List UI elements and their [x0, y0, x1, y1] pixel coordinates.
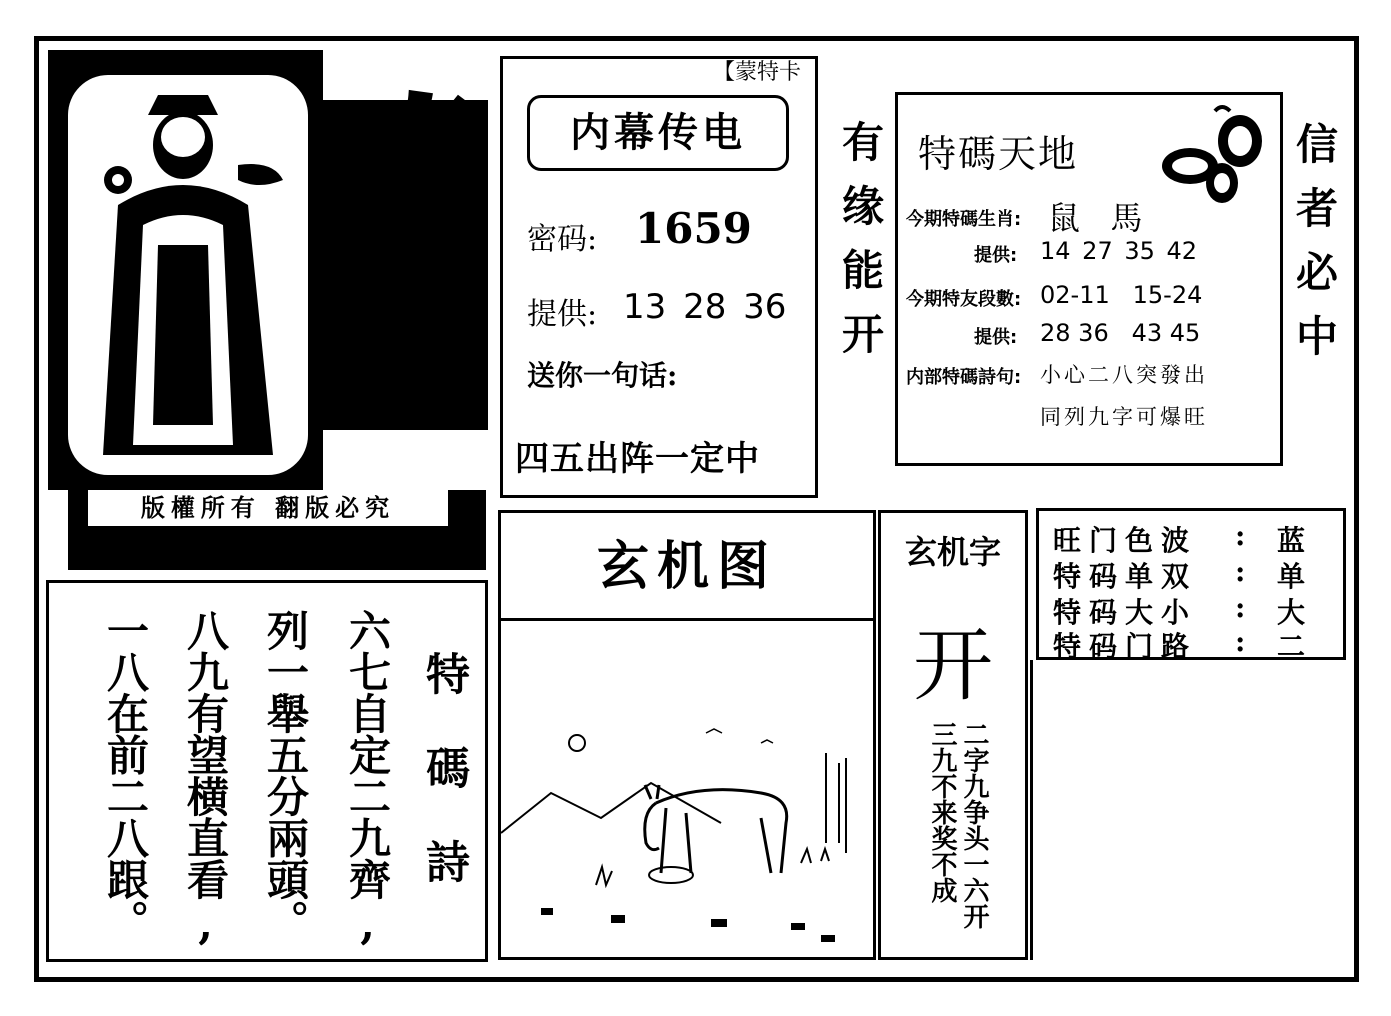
attr-value-2: 大	[1277, 596, 1306, 629]
attr-sep-0: :	[1235, 519, 1246, 552]
card-tag: 【蒙特卡	[713, 60, 802, 85]
deity-figure-illustration	[58, 65, 318, 485]
zodiac-value: 鼠 馬	[1048, 199, 1143, 237]
zodiac-provide-value: 14 27 35 42	[1040, 237, 1198, 265]
saying-label: 送你一句话:	[527, 359, 678, 392]
special-world-box	[895, 92, 1283, 466]
poem-box	[46, 580, 488, 962]
mystery-chart-box	[498, 510, 876, 960]
brand-title: 奇算	[332, 90, 485, 350]
inner-card	[500, 56, 818, 498]
mystery-char-column-2: 三九不来奖不成	[927, 721, 957, 903]
attr-label-0: 旺门色波	[1053, 524, 1198, 557]
card-heading: 内幕传电	[527, 95, 789, 171]
attr-sep-1: :	[1235, 555, 1246, 588]
special-world-title: 特碼天地	[918, 132, 1079, 176]
attributes-box	[1036, 508, 1346, 663]
poem-line-2: 同列九字可爆旺	[1040, 405, 1208, 429]
segment-provide-label: 提供:	[974, 327, 1018, 348]
mystery-char-column-1: 二字九争头一六开	[959, 721, 989, 929]
zodiac-label: 今期特碼生肖:	[906, 209, 1022, 230]
poem-line-1: 六七自定二九齊,	[343, 609, 392, 948]
title-block	[48, 50, 488, 570]
provide-label: 提供:	[527, 297, 598, 332]
poem-line-4: 一八在前二八跟。	[101, 609, 150, 941]
segment-label: 今期特友段數:	[906, 289, 1022, 310]
poem-line-1: 小心二八突發出	[1040, 363, 1208, 387]
vertical-slogan-right: 信者必中	[1290, 122, 1339, 378]
vertical-slogan-left: 有缘能开	[836, 120, 885, 376]
mystery-chart-title: 玄机图	[501, 513, 873, 621]
provide-values: 13 28 36	[623, 287, 787, 327]
password-value: 1659	[635, 204, 752, 253]
goat-grazing-illustration	[501, 623, 873, 957]
copyright-notice: 版權所有 翻版必究	[88, 490, 448, 526]
segment-provide-value: 28 36 43 45	[1040, 319, 1201, 347]
attr-value-0: 蓝	[1277, 524, 1306, 557]
attr-value-3: 二	[1277, 630, 1306, 663]
password-label: 密码:	[527, 222, 598, 257]
saying-value: 四五出阵一定中	[515, 439, 760, 479]
zodiac-provide-label: 提供:	[974, 245, 1018, 266]
attr-label-2: 特码大小	[1053, 596, 1198, 629]
mystery-char-box	[878, 510, 1028, 960]
poem-line-2: 列一舉五分兩頭。	[261, 609, 310, 941]
mystery-char-title: 玄机字	[904, 533, 1001, 571]
attr-sep-2: :	[1235, 591, 1246, 624]
attr-label-3: 特码门路	[1053, 630, 1198, 663]
poem-line-3: 八九有望横直看,	[181, 609, 230, 948]
mystery-char: 开	[913, 619, 993, 712]
attr-label-1: 特码单双	[1053, 560, 1198, 593]
poem-label: 内部特碼詩句:	[906, 367, 1022, 388]
poem-title: 特碼詩	[418, 651, 469, 933]
divider-line	[1030, 660, 1033, 960]
segment-value: 02-11 15-24	[1040, 281, 1203, 309]
flower-ornament-icon	[1160, 101, 1276, 211]
attr-value-1: 单	[1277, 560, 1306, 593]
attr-sep-3: :	[1235, 625, 1246, 658]
